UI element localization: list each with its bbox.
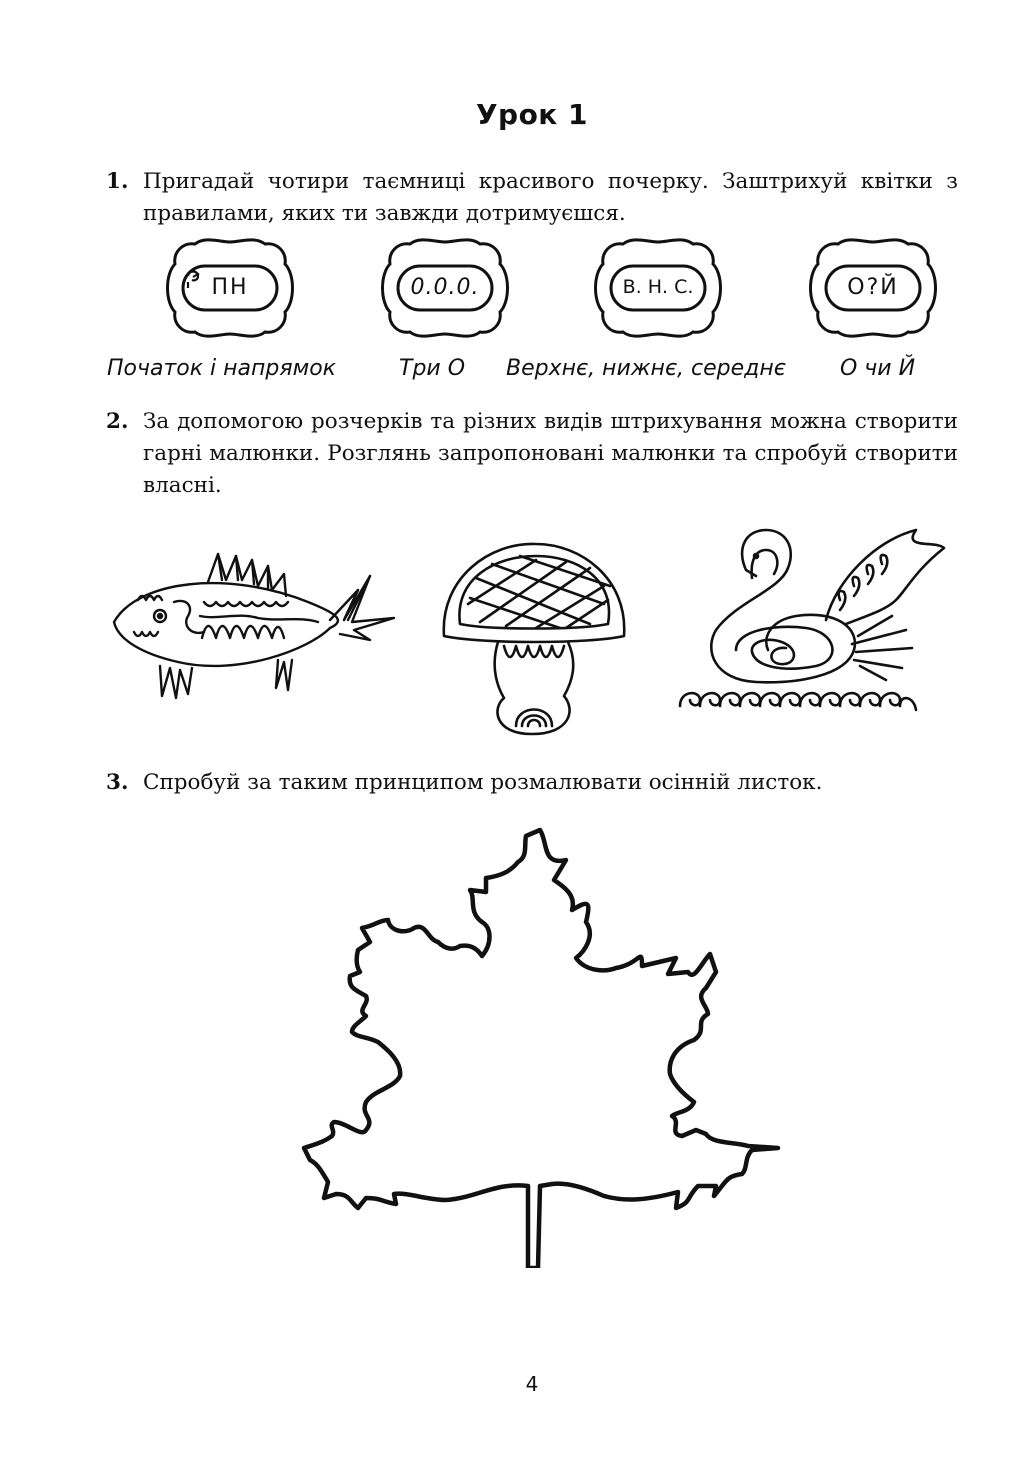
task-3 [106, 767, 958, 799]
flower-rule-1[interactable] [165, 238, 295, 338]
task-number: 1. [106, 169, 129, 194]
flower-rule-3[interactable] [593, 238, 723, 338]
mushroom-drawing-icon [440, 538, 630, 738]
task-2 [106, 406, 958, 502]
fish-drawing-icon [108, 550, 404, 702]
task-number: 3. [106, 770, 129, 795]
flower-rule-2[interactable] [380, 238, 510, 338]
flower-code: 0.0.0. [410, 274, 480, 300]
task-1 [106, 166, 958, 230]
maple-leaf-outline-icon[interactable] [296, 826, 782, 1268]
flower-caption: Три О [399, 356, 466, 381]
task-number: 2. [106, 409, 129, 434]
curved-arrow-icon [185, 268, 203, 290]
lesson-title: Урок 1 [475, 98, 589, 131]
swan-drawing-icon [676, 520, 948, 720]
task-text: Пригадай чотири таємниці красивого почерку. Заштрихуй квітки з правилами, яких ти завжди дотримуєшся. [143, 169, 958, 226]
flower-caption: О чи Й [840, 356, 916, 381]
flower-caption: Верхнє, нижнє, середнє [506, 356, 786, 381]
flower-code: ПН [211, 274, 249, 300]
page-number: 4 [525, 1372, 539, 1396]
flower-code: В. Н. С. [622, 276, 694, 298]
task-text: Спробуй за таким принципом розмалювати осінній листок. [143, 770, 823, 795]
flower-code: О?Й [847, 274, 899, 300]
task-text: За допомогою розчерків та різних видів штрихування можна створити гарні малюнки. Розглянь запропоновані малюнки та спробуй створити власні. [143, 409, 958, 498]
flower-caption: Початок і напрямок [107, 356, 336, 381]
flower-rule-4[interactable] [808, 238, 938, 338]
